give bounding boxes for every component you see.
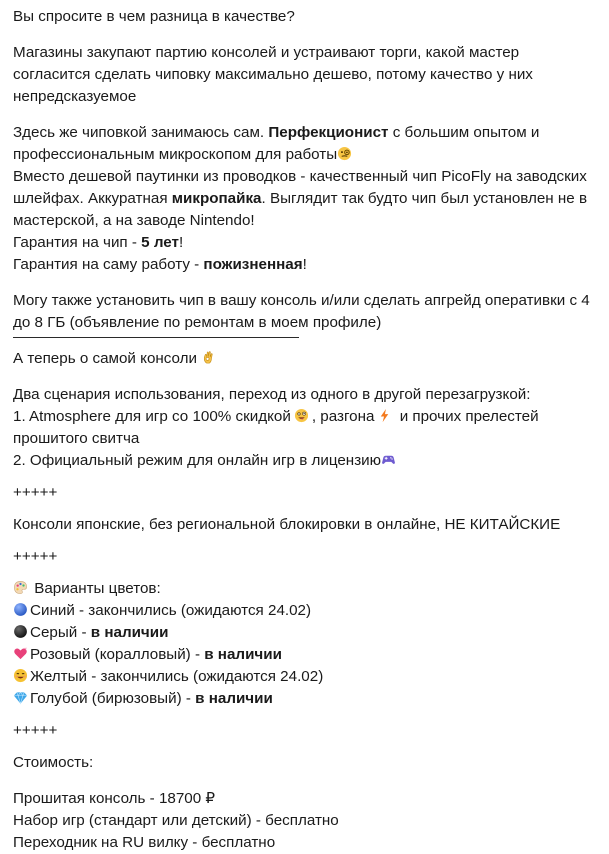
ok-hand-icon — [201, 350, 216, 365]
warranty-work-pre: Гарантия на саму работу - — [13, 256, 204, 273]
warranty-chip-bold: 5 лет — [141, 234, 179, 251]
warranty-chip-line — [13, 232, 595, 254]
upgrade-paragraph: Могу также установить чип в вашу консоль и/или сделать апгрейд оперативки с 4 до 8 ГБ (объявление по ремонтам в моем профиле) — [13, 292, 590, 331]
self-text-post: с большим опытом и профессиональным микроскопом для работы — [13, 124, 540, 163]
scenarios-intro: Два сценария использования, переход из одного в другой перезагрузкой: — [13, 386, 531, 403]
plus-separator-3: +++++ — [13, 722, 58, 739]
gamepad-icon — [381, 452, 396, 467]
price-list — [13, 788, 595, 854]
color-item-pink — [13, 644, 595, 666]
color-item-cyan — [13, 688, 595, 710]
color-item-gray-text: Серый - — [30, 624, 91, 641]
color-item-gray — [13, 622, 595, 644]
question-text: Вы спросите в чем разница в качестве? — [13, 8, 295, 25]
warranty-chip-pre: Гарантия на чип - — [13, 234, 142, 251]
about-text: А теперь о самой консоли — [13, 350, 197, 367]
color-item-blue-text: Синий - закончились (ожидаются 24.02) — [30, 602, 312, 619]
shops-paragraph: Магазины закупают партию консолей и устраивают торги, какой мастер согласится сделать чиповку максимально дешево, потому качество у них непредсказуемое — [13, 44, 533, 105]
palette-icon — [13, 580, 28, 595]
warranty-chip-post: ! — [178, 234, 184, 251]
zany-face-icon — [294, 408, 309, 423]
pink-heart-icon — [13, 646, 28, 661]
self-text-bold: Перфекционист — [268, 124, 389, 141]
yellow-face-icon — [13, 668, 28, 683]
scenario-1-text-a: 1. Atmosphere для игр со 100% скидкой — [13, 408, 291, 425]
diamond-icon — [13, 690, 28, 705]
price-title: Стоимость: — [13, 754, 94, 771]
colors-title-text: Варианты цветов: — [34, 580, 161, 597]
color-item-blue — [13, 600, 595, 622]
chip-text-pre: Вместо дешевой паутинки из проводков - качественный чип PicoFly на заводских шлейфах. Аккуратная — [13, 168, 587, 207]
about-line — [13, 348, 595, 370]
scenario-2-text: 2. Официальный режим для онлайн игр в лицензию — [13, 452, 382, 469]
color-item-cyan-status: в наличии — [195, 690, 273, 707]
color-item-pink-status: в наличии — [204, 646, 282, 663]
monocle-face-icon — [337, 146, 352, 161]
color-item-cyan-text: Голубой (бирюзовый) - — [30, 690, 196, 707]
black-circle-icon — [13, 624, 28, 639]
color-item-yellow — [13, 666, 595, 688]
chip-paragraph — [13, 166, 595, 232]
plus-separator-2: +++++ — [13, 548, 58, 565]
scenario-1 — [13, 406, 595, 450]
self-text-pre: Здесь же чиповкой занимаюсь сам. — [13, 124, 269, 141]
separator — [13, 334, 595, 348]
blue-circle-icon — [13, 602, 28, 617]
color-item-yellow-text: Желтый - закончились (ожидаются 24.02) — [30, 668, 324, 685]
lightning-icon — [377, 408, 392, 423]
warranty-work-bold: пожизненная — [203, 256, 303, 273]
self-paragraph — [13, 122, 595, 166]
price-line: Прошитая консоль - 18700 ₽ — [13, 790, 216, 807]
color-item-pink-text: Розовый (коралловый) - — [30, 646, 205, 663]
warranty-work-line — [13, 254, 595, 276]
warranty-work-post: ! — [302, 256, 307, 273]
japan-paragraph: Консоли японские, без региональной блокировки в онлайне, НЕ КИТАЙСКИЕ — [13, 516, 561, 533]
colors-title — [13, 578, 595, 600]
scenario-2 — [13, 450, 595, 472]
price-line: Переходник на RU вилку - бесплатно — [13, 834, 276, 851]
color-list — [13, 600, 595, 710]
chip-text-bold: микропайка — [171, 190, 262, 207]
scenario-1-text-b: , разгона — [311, 408, 375, 425]
chip-text-post: . Выглядит так будто чип был установлен не в мастерской, а на заводе Nintendo! — [13, 190, 588, 229]
plus-separator-1: +++++ — [13, 484, 58, 501]
scenario-1-text-c: и прочих прелестей прошитого свитча — [13, 408, 539, 447]
price-line: Набор игр (стандарт или детский) - бесплатно — [13, 812, 339, 829]
color-item-gray-status: в наличии — [90, 624, 169, 641]
